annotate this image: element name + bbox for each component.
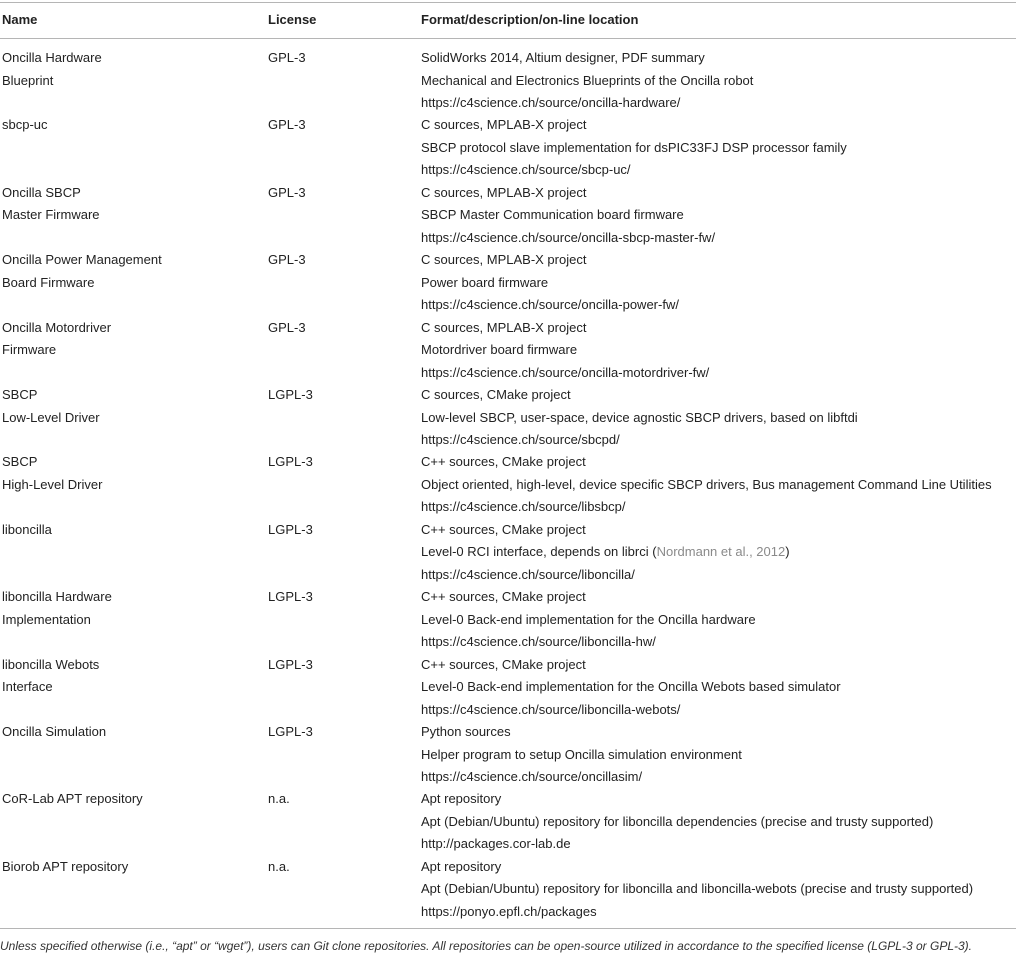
row-description (421, 612, 756, 628)
row-format-text: C sources, MPLAB-X project (421, 252, 587, 268)
row-location-link-text: https://c4science.ch/source/libsbcp/ (421, 499, 626, 515)
row-license: GPL-3 (268, 50, 306, 65)
row-name: Oncilla Power Management (2, 252, 162, 268)
table-header-rule (0, 38, 1016, 39)
row-format-text: C++ sources, CMake project (421, 589, 586, 605)
row-license: LGPL-3 (268, 589, 313, 605)
row-name-continued: Firmware (2, 342, 57, 358)
row-name: CoR-Lab APT repository (2, 791, 143, 807)
row-name-continued: Blueprint (2, 72, 54, 88)
row-description (421, 73, 753, 89)
row-description-text: Level-0 RCI interface, depends on librci (421, 544, 649, 560)
row-description (421, 477, 992, 493)
row-format-text: Python sources (421, 724, 511, 739)
row-description-text: Power board firmware (421, 274, 549, 290)
row-name: Oncilla Motordriver (2, 319, 112, 335)
row-license: LGPL-3 (268, 724, 313, 739)
row-location-link[interactable] (421, 634, 656, 650)
row-format (421, 859, 501, 875)
row-location-link[interactable] (421, 702, 680, 718)
row-location-link-text: https://c4science.ch/source/oncilla-sbcp-master-fw/ (421, 229, 716, 245)
row-format (421, 589, 586, 605)
row-location-link[interactable] (421, 567, 635, 583)
row-format-text: C sources, MPLAB-X project (421, 117, 587, 133)
row-format-text: C++ sources, CMake project (421, 521, 586, 537)
row-location-link[interactable] (421, 95, 680, 111)
row-description-text: SBCP Master Communication board firmware (421, 207, 684, 223)
row-license: n.a. (268, 791, 290, 807)
row-description-text: SBCP protocol slave implementation for dsPIC33FJ DSP processor family (421, 139, 847, 155)
row-location-link[interactable] (421, 836, 571, 852)
row-format (421, 117, 586, 133)
row-format-text: C sources, MPLAB-X project (421, 319, 587, 335)
row-name: Biorob APT repository (2, 858, 129, 874)
row-location-link[interactable] (421, 365, 709, 381)
row-location-link-text: https://c4science.ch/source/oncillasim/ (421, 769, 643, 784)
row-name: SBCP (2, 387, 38, 402)
row-description (421, 747, 742, 763)
row-license: LGPL-3 (268, 521, 313, 537)
row-name-continued: Master Firmware (2, 207, 100, 223)
citation-link[interactable]: Nordmann et al., 2012 (656, 544, 786, 560)
row-location-link-text: https://ponyo.epfl.ch/packages (421, 903, 597, 919)
row-description-text: Object oriented, high-level, device specific SBCP drivers, Bus management Command Line Utilities (421, 476, 992, 492)
row-description-text: Apt (Debian/Ubuntu) repository for liboncilla and liboncilla-webots (precise and trusty supported) (421, 881, 974, 897)
row-location-link-text: http://packages.cor-lab.de (421, 836, 571, 852)
row-description (421, 342, 577, 358)
row-format (421, 791, 501, 807)
row-license: LGPL-3 (268, 454, 313, 470)
row-name: liboncilla (2, 521, 52, 537)
row-license: LGPL-3 (268, 656, 313, 672)
row-format (421, 252, 586, 268)
row-name: SBCP (2, 454, 38, 470)
row-location-link-text: https://c4science.ch/source/sbcp-uc/ (421, 162, 631, 178)
row-format-text: Apt repository (421, 791, 502, 807)
row-location-link-text: https://c4science.ch/source/oncilla-power-fw/ (421, 297, 679, 313)
row-location-link-text: https://c4science.ch/source/liboncilla-webots/ (421, 701, 681, 717)
row-name: liboncilla Webots (2, 656, 100, 672)
row-format (421, 185, 586, 201)
row-description-text: Motordriver board firmware (421, 342, 578, 358)
row-format (421, 522, 586, 538)
column-header-name: Name (2, 12, 38, 27)
table-bottom-rule (0, 928, 1016, 929)
row-format (421, 454, 586, 470)
table-top-rule (0, 2, 1016, 3)
row-name: sbcp-uc (2, 117, 48, 133)
row-name: liboncilla Hardware (2, 589, 112, 605)
row-location-link[interactable] (421, 230, 715, 246)
row-location-link-text: https://c4science.ch/source/liboncilla-hw/ (421, 634, 656, 650)
row-name-continued: High-Level Driver (2, 476, 103, 492)
row-description-text: Low-level SBCP, user-space, device agnostic SBCP drivers, based on libftdi (421, 409, 858, 425)
row-name-continued: Implementation (2, 611, 91, 627)
row-location-link-text: https://c4science.ch/source/oncilla-hardware/ (421, 95, 681, 110)
row-description (421, 275, 548, 291)
row-location-link-text: https://c4science.ch/source/sbcpd/ (421, 432, 620, 447)
row-format-text: C sources, CMake project (421, 387, 571, 402)
row-license: LGPL-3 (268, 387, 313, 402)
row-location-link[interactable] (421, 904, 597, 920)
row-location-link-text: https://c4science.ch/source/oncilla-motordriver-fw/ (421, 364, 710, 380)
row-format-text: Apt repository (421, 858, 502, 874)
row-name-continued: Interface (2, 679, 53, 695)
column-header-format: Format/description/on-line location (421, 12, 639, 27)
row-name: Oncilla SBCP (2, 184, 81, 200)
row-name: Oncilla Hardware (2, 50, 102, 65)
row-license: n.a. (268, 858, 290, 874)
row-description-text: Helper program to setup Oncilla simulation environment (421, 746, 742, 762)
row-name: Oncilla Simulation (2, 724, 107, 739)
row-format (421, 387, 571, 403)
row-format (421, 724, 511, 740)
row-format-text: C sources, MPLAB-X project (421, 184, 587, 200)
column-header-license: License (268, 12, 317, 27)
row-format (421, 50, 705, 66)
row-license: GPL-3 (268, 252, 306, 268)
row-format-text: C++ sources, CMake project (421, 454, 586, 470)
row-description (421, 881, 973, 897)
row-location-link[interactable] (421, 162, 631, 178)
row-license: GPL-3 (268, 117, 306, 133)
table-footnote: Unless specified otherwise (i.e., “apt” or “wget”), users can Git clone repositories. All repositories can be open-source utilized in accordance to the specified license (LGPL-3 or GPL-3). (0, 939, 972, 953)
row-location-link[interactable] (421, 297, 679, 313)
row-location-link[interactable] (421, 432, 620, 448)
row-description (421, 207, 684, 223)
row-location-link[interactable] (421, 499, 626, 515)
row-format-text: SolidWorks 2014, Altium designer, PDF summary (421, 50, 705, 65)
row-format (421, 320, 586, 336)
row-location-link[interactable] (421, 769, 642, 785)
row-format-text: C++ sources, CMake project (421, 656, 586, 672)
row-license: GPL-3 (268, 184, 306, 200)
row-description-text: Mechanical and Electronics Blueprints of the Oncilla robot (421, 72, 754, 88)
row-description-text: Level-0 Back-end implementation for the Oncilla Webots based simulator (421, 679, 841, 695)
row-name-continued: Board Firmware (2, 274, 95, 290)
row-description-text: Apt (Debian/Ubuntu) repository for liboncilla dependencies (precise and trusty supported) (421, 813, 934, 829)
row-description: Level-0 RCI interface, depends on librci (Nordmann et al., 2012) (421, 544, 790, 560)
row-description (421, 814, 933, 830)
row-license: GPL-3 (268, 319, 306, 335)
row-description (421, 140, 847, 156)
row-name-continued: Low-Level Driver (2, 409, 100, 425)
row-format (421, 657, 586, 673)
row-location-link-text: https://c4science.ch/source/liboncilla/ (421, 566, 635, 582)
row-description (421, 410, 858, 426)
row-description (421, 679, 841, 695)
row-description-text: Level-0 Back-end implementation for the Oncilla hardware (421, 611, 756, 627)
